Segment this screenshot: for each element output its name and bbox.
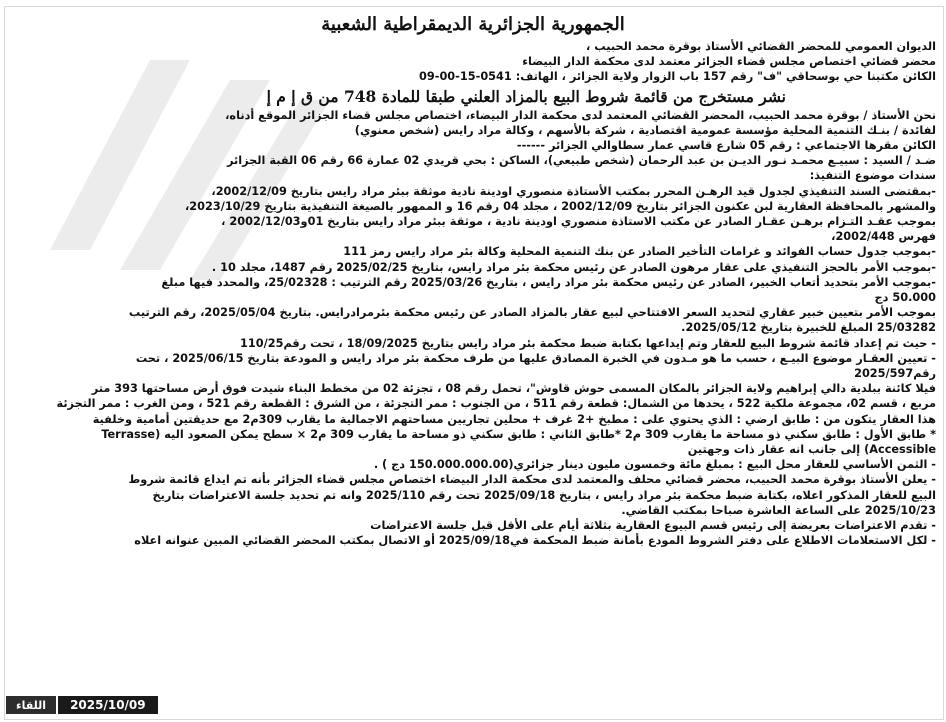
office-line: الكائن مكتبنا حي بوسحاقي "ف" رقم 157 باب الزوار ولاية الجزائر ، الهاتف: 0541-15-00-09 — [419, 70, 936, 84]
body-line: البيع للعقار المذكور اعلاه، بكتابة ضبط محكمة بئر مراد رايس ، بتاريخ 2025/09/18 تحت رقم 2025/110 وانه تم تحديد جلسة الاعتراضات بتاريخ — [152, 488, 936, 502]
body-line: سندات موضوع التنفيذ: — [809, 169, 936, 183]
republic-title: الجمهورية الجزائرية الديمقراطية الشعبية — [321, 14, 625, 35]
body-line: 50.000 دج — [874, 291, 936, 305]
body-line: - الثمن الأساسي للعقار محل البيع : بمبلغ مائة وخمسون مليون دينار جزائري(150.000.000.00 دج ) . — [373, 458, 936, 472]
legal-notice — [10, 8, 936, 549]
body-line: * طابق الأول : طابق سكني ذو مساحة ما يقارب 309 م2 *طابق الثاني : طابق سكني ذو مساحة ما يقارب 309 م2 × سطح يمكن الصعود اليه (Terrasse — [101, 427, 936, 441]
office-line: الديوان العمومي للمحضر القضائي الأستاذ بوقرة محمد الحبيب ، — [586, 40, 936, 53]
notice-body — [10, 108, 936, 549]
body-line: رقم2025/597 — [854, 367, 936, 381]
body-line: -بموجب الأمر بتحديد أتعاب الخبير، الصادر عن رئيس محكمة بئر مراد رايس ، بتاريخ 2025/03/26 رقم الترتيب : 25/02328، والمحدد فيها مبلغ — [161, 275, 936, 289]
body-line: 2025/10/23 على الساعة العاشرة صباحا بمكتب القاضي. — [621, 503, 936, 517]
body-line: - تقدم الاعتراضات بعريضة إلى رئيس قسم البيوع العقارية بثلاثة أيام على الأقل قبل جلسة الاعتراضات — [370, 519, 936, 533]
body-line: - تعيين العقـار موضوع البيـع ، حسب ما هو مـدون في الخبرة المصادق عليها من طرف محكمة بئر مراد رايس و المودعة بتاريخ 2025/06/15 ، تحت — [135, 351, 936, 365]
body-line: -بموجب الأمر بالحجز التنفيذي على عقار مرهون الصادر عن رئيس محكمة بئر مراد رايس، بتاريخ 2025/02/25 رقم 1487، مجلد 10 . — [211, 260, 936, 274]
body-line: -بموجب جدول حساب الفوائد و غرامات التأخير الصادر عن بنك التنمية المحلية وكالة بئر مراد رايس رمز 111 — [343, 245, 936, 259]
body-line: ضـد / السيد : سبيـع محمـد نـور الديـن بن عبد الرحمان (شخص طبيعي)، الساكن : بحي قريدي 02 عمارة 66 رقم 06 القبة الجزائر — [227, 154, 936, 168]
notice-headline: نشر مستخرج من قائمة شروط البيع بالمزاد العلني طبقا للمادة 748 من ق إ م إ — [266, 86, 786, 106]
body-line: بموجب الأمر بتعيين خبير عقاري لتحديد السعر الافتتاحي لبيع عقار بالمزاد الصادر عن رئيس محكمة بئرمرادرايس. بتاريخ 2025/05/04، رقم الترتيب — [128, 306, 936, 320]
body-line: الكائن مقرها الاجتماعي : رقم 05 شارع قاسي عمار سطاوالي الجزائر ------ — [516, 139, 936, 153]
body-line: - لكل الاستعلامات الاطلاع على دفتر الشروط المودع بأمانة ضبط المحكمة في2025/09/18 أو الاتصال بمكتب المحضر القضائي المبين عنوانه اعلاه — [134, 534, 936, 548]
body-line: -بمقتضى السند التنفيذي لجدول قيد الرهـن المحرر بمكتب الأستاذة منصوري اودينة نادية موثقة ببئر مراد رايس بتاريخ 2002/12/09، — [211, 184, 936, 198]
body-line: 25/03282 المبلغ للخبيرة بتاريخ 2025/05/12. — [681, 321, 936, 335]
body-line: بموجب عقـد التـزام برهـن عقـار الصادر عن مكتب الاستاذة منصوري اودينة نادية ، موثقة ببئر مراد رايس بتاريخ 01و2002/12/03 ، — [221, 215, 936, 229]
office-info — [10, 39, 936, 85]
body-line: والمشهر بالمحافظة العقارية لبن عكنون الجزائر بتاريخ 2002/12/09 ، مجلد 04 رقم 16 و الممهور بالصيغة التنفيذية بتاريخ 2023/10/29، — [184, 199, 936, 213]
body-line: Accessible) إلى جانب انه عقار ذات وجهتين — [687, 443, 936, 457]
newspaper-name: اللقاء — [6, 696, 56, 714]
publication-date: 2025/10/09 — [56, 696, 158, 714]
body-line: - حيث تم إعداد قائمة شروط البيع للعقار وتم إيداعها بكتابة ضبط محكمة بئر مراد رايس بتاريخ 18/09/2025 ، تحت رقم110/25 — [240, 336, 936, 350]
body-line: لفائدة / بنـك التنمية المحلية مؤسسة عمومية اقتصادية ، شركة بالأسهم ، وكالة مراد رايس (شخص معنوي) — [354, 123, 936, 137]
footer-bar — [6, 696, 158, 714]
body-line: مربع ، قسم 02، مجموعة ملكية 522 ، يحدها من الشمال: قطعة رقم 511 ، من الجنوب : ممر التجزئة ، من الشرق : القطعة رقم 521 ، ومن الغرب : ممر التجزئة — [56, 397, 936, 411]
body-line: نحن الأستاذ / بوقرة محمد الحبيب، المحضر القضائي المعتمد لدى محكمة الدار البيضاء، اختصاص مجلس قضاء الجزائر الموقع أدناه، — [225, 108, 936, 122]
body-line: فهرس 2002/448، — [831, 230, 936, 244]
body-line: - يعلن الأستاذ بوقرة محمد الحبيب، محضر قضائي محلف والمعتمد لدى محكمة الدار البيضاء اختصاص مجلس قضاء الجزائر بأنه تم ايداع قائمة شروط — [128, 473, 936, 487]
office-line: محضر قضائي اختصاص مجلس قضاء الجزائر معتمد لدى محكمة الدار البيضاء — [522, 55, 936, 69]
body-line: فيلا كائنة ببلدية دالي إبراهيم ولاية الجزائر بالمكان المسمى حوش قاوش"، تحمل رقم 08 ، تجزئة 02 من مخطط البناء شيدت فوق أرض مساحتها 393 متر — [91, 382, 936, 396]
body-line: هذا العقار يتكون من : طابق ارضي : الذي يحتوي على : مطبخ +2 غرف + محلين تجاريين مساحتهم الاجمالية ما يقارب 309م2 مع حديقتين أمامية وخلفية — [92, 412, 936, 426]
